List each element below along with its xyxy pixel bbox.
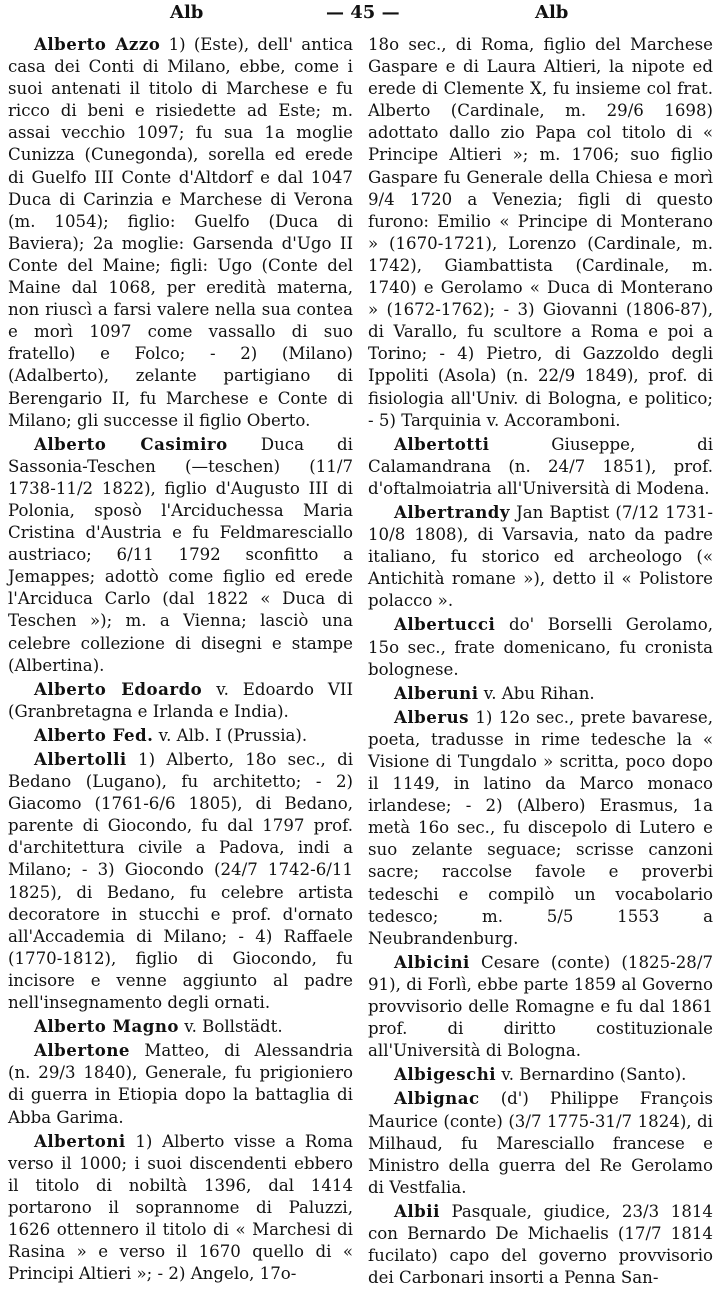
entry-text: 1) (Este), dell' antica casa dei Conti di Milano, ebbe, come i suoi antenati il titolo di Marchese e fu ricco di beni e risiedette ad Este; m. assai vecchio 1097; fu sua 1a moglie Cunizza (Cunegonda), sorella ed erede di Guelfo III Conte d'Altdorf e dal 1047 Duca di Carinzia e Marchese di Verona (m. 1054); figlio: Guelfo (Duca di Baviera); 2a moglie: Garsenda d'Ugo II Conte del Maine; figli: Ugo (Conte del Maine dal 1068, per eredità materna, non riuscì a farsi valere nella sua contea e morì 1097 come vassallo di suo fratello) e Folco; - 2) (Milano) (Adalberto), zelante partigiano di Berengario II, fu Marchese e Conte di Milano; gli successe il figlio Oberto. (8, 35, 353, 430)
entry-headword: Alberto Magno (34, 1016, 179, 1037)
entry-text: Jan Baptist (7/12 1731-10/8 1808), di Varsavia, nato da padre italiano, fu storico ed archeologo (« Antichità romane »), detto il « Polistore polacco ». (368, 502, 713, 611)
entry (368, 613, 713, 680)
entry-headword: Alberto Azzo (34, 34, 161, 54)
entry (368, 706, 713, 950)
entry (368, 1063, 713, 1086)
entry-text: 1) 12o sec., prete bavarese, poeta, tradusse in rime tedesche la « Visione di Tungdalo » scritta, poco dopo il 1149, in latino da Marco monaco irlandese; - 2) (Albero) Erasmus, 1a metà 16o sec., fu discepolo di Lutero e suo zelante seguace; scrisse canzoni sacre; raccolse favole e proverbi tedeschi e compilò un vocabolario tedesco; m. 5/5 1553 a Neubrandenburg. (368, 707, 713, 948)
entry-text: (d') Philippe François Maurice (conte) (3/7 1775-31/7 1824), di Milhaud, fu Maresciallo francese e Ministro della guerra del Re Gerolamo di Vestfalia. (368, 1089, 713, 1197)
entry (368, 682, 713, 705)
entry-text: Duca di Sassonia-Teschen (—teschen) (11/7 1738-11/2 1822), figlio d'Augusto III di Polonia, sposò l'Arciduchessa Maria Cristina d'Austria e fu Feldmaresciallo austriaco; 6/11 1792 sconfitto a Jemappes; adottò come figlio ed erede l'Arciduca Carlo (dal 1822 « Duca di Teschen »); m. a Vienna; lasciò una celebre collezione di disegni e stampe (Albertina). (8, 434, 353, 675)
entry-text: v. Bollstädt. (178, 1017, 283, 1037)
entry-text: 1) Alberto, 18o sec., di Bedano (Lugano), fu architetto; - 2) Giacomo (1761-6/6 1805), di Bedano, parente di Giocondo, fu dal 1797 prof. d'architettura civile a Padova, indi a Milano; - 3) Giocondo (24/7 1742-6/11 1825), di Bedano, fu celebre artista decoratore in stucchi e prof. d'ornato all'Accademia di Milano; - 4) Raffaele (1770-1812), figlio di Giocondo, fu incisore e venne aggiunto al padre nell'insegnamento degli ornati. (8, 750, 353, 1013)
entry-headword: Alberus (394, 706, 469, 727)
entry-headword: Albertone (34, 1040, 130, 1061)
entry (8, 1130, 353, 1286)
entry-headword: Albertucci (394, 614, 496, 635)
entry-text: Pasquale, giudice, 23/3 1814 con Bernardo De Michaelis (17/7 1814 fucilato) capo del governo provvisorio dei Carbonari insorti a Penna San- (368, 1201, 713, 1288)
entry (8, 678, 353, 723)
entry-headword: Alberto Edoardo (34, 678, 203, 699)
entry (8, 433, 353, 677)
entry (368, 501, 713, 612)
entry-headword: Albertotti (394, 433, 490, 454)
entry-headword: Albignac (394, 1088, 480, 1109)
entry-headword: Albertrandy (394, 501, 511, 522)
entry-text: v. Bernardino (Santo). (496, 1065, 687, 1085)
entry (368, 1087, 713, 1198)
entry (8, 1015, 353, 1038)
entry-headword: Albertoni (34, 1130, 126, 1151)
entry-text: v. Edoardo VII (Granbretagna e Irlanda e India). (8, 679, 354, 721)
page-number: — 45 — (326, 2, 400, 23)
entry (8, 33, 353, 432)
entry-text: 1) Alberto visse a Roma verso il 1000; i suoi discendenti ebbero il titolo di nobiltà 1396, dal 1414 portarono il soprannome di Paluzzi, 1626 ottennero il titolo di « Marchesi di Rasina » e verso il 1670 quello di « Principi Altieri »; - 2) Angelo, 17o- (8, 1131, 353, 1284)
left-column (8, 33, 353, 1286)
entry-text: Matteo, di Alessandria (n. 29/3 1840), Generale, fu prigioniero di guerra in Etiopia dopo la battaglia di Abba Garima. (8, 1041, 353, 1127)
entry (8, 1039, 353, 1128)
header-left-guideword: Alb (170, 2, 204, 23)
entry-text: 18o sec., di Roma, figlio del Marchese Gaspare e di Laura Altieri, la nipote ed erede di Clemente X, fu insieme col frat. Alberto (Cardinale, m. 29/6 1698) adottato dallo zio Papa col titolo di « Principe Altieri »; m. 1706; suo figlio Gaspare fu Generale della Chiesa e morì 9/4 1720 a Venezia; figli di questo furono: Emilio « Principe di Monterano » (1670-1721), Lorenzo (Cardinale, m. 1742), Giambattista (Cardinale, m. 1740) e Gerolamo « Duca di Monterano » (1672-1762); - 3) Giovanni (1806-87), di Varallo, fu scultore a Roma e poi a Torino; - 4) Pietro, di Gazzoldo degli Ippoliti (Asola) (n. 22/9 1849), prof. di fisiologia all'Univ. di Bologna, e politico; - 5) Tarquinia v. Accoramboni. (368, 35, 713, 430)
page-header (0, 0, 718, 28)
entry-headword: Alberto Casimiro (34, 433, 228, 454)
entry-text: do' Borselli Gerolamo, 15o sec., frate domenicano, fu cronista bolognese. (368, 615, 713, 679)
entry-continuation (368, 33, 713, 432)
entry (8, 724, 353, 747)
entry-headword: Alberuni (394, 682, 479, 703)
entry-headword: Albigeschi (394, 1064, 497, 1085)
entry (8, 748, 353, 1014)
entry-headword: Albertolli (34, 749, 127, 769)
header-right-guideword: Alb (535, 2, 569, 23)
entry-headword: Albicini (394, 951, 470, 972)
entry-headword: Albii (394, 1200, 440, 1221)
entry-headword: Alberto Fed. (34, 724, 154, 745)
right-column (368, 33, 713, 1290)
entry-text: Cesare (conte) (1825-28/7 91), di Forlì, ebbe parte 1859 al Governo provvisorio delle Romagne e fu dal 1861 prof. di diritto costituzionale all'Università di Bologna. (368, 952, 713, 1061)
entry (368, 433, 713, 500)
entry-text: v. Abu Rihan. (478, 683, 595, 703)
entry (368, 951, 713, 1062)
entry-text: Giuseppe, di Calamandrana (n. 24/7 1851), prof. d'oftalmoiatria all'Università di Modena. (368, 434, 713, 498)
entry (368, 1200, 713, 1289)
entry-text: v. Alb. I (Prussia). (153, 725, 308, 745)
